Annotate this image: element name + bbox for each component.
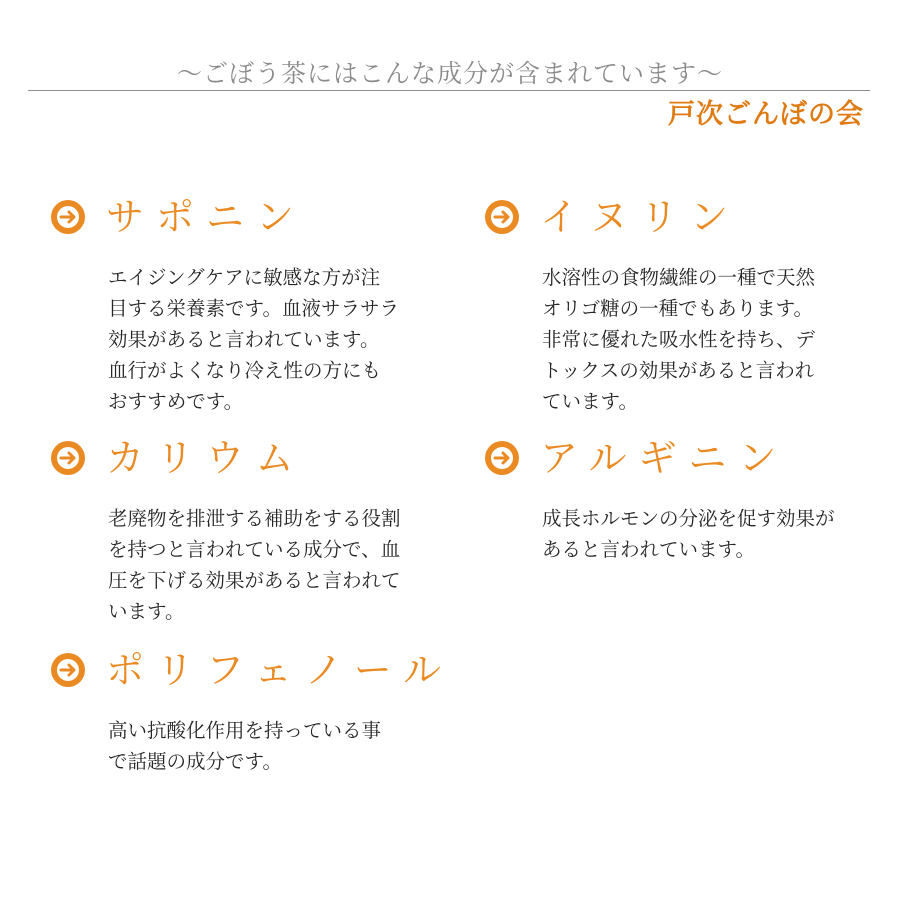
section-potassium [50,433,448,627]
section-title: イヌリン [540,195,741,239]
section-description [542,503,882,565]
description-line: を持つと言われている成分で、血 [108,538,401,561]
description-line: エイジングケアに敏感な方が注 [108,266,381,289]
description-line: います。 [108,600,185,623]
section-description [108,503,448,627]
description-line: 高い抗酸化作用を持っている事 [108,719,382,742]
description-line: トックスの効果があると言われ [542,359,815,382]
arrow-right-circle-icon [484,199,520,235]
section-inulin [484,192,882,417]
section-saponin [50,192,448,417]
description-line: 水溶性の食物繊維の一種で天然 [542,266,816,289]
page-title: 〜ごぼう茶にはこんな成分が含まれています〜 [176,59,723,88]
section-description [108,262,448,417]
section-heading [484,433,882,483]
description-line: 非常に優れた吸水性を持ち、デ [542,328,816,351]
section-description [108,715,448,777]
section-arginine [484,433,882,565]
description-line: あると言われています。 [542,538,755,561]
arrow-right-circle-icon [484,440,520,476]
arrow-right-circle-icon [50,652,86,688]
section-heading [50,192,448,242]
section-polyphenol [50,645,453,777]
description-line: 成長ホルモンの分泌を促す効果が [542,507,835,530]
description-line: 圧を下げる効果があると言われて [108,569,401,592]
description-line: で話題の成分です。 [108,750,282,773]
section-heading [484,192,882,242]
section-heading [50,645,453,695]
section-title: アルギニン [540,436,789,480]
description-line: ています。 [542,390,638,413]
description-line: おすすめです。 [108,390,244,413]
section-title: ポリフェノール [106,648,453,692]
description-line: 目する栄養素です。血液サラサラ [108,297,399,320]
description-line: 老廃物を排泄する補助をする役割 [108,507,401,530]
arrow-right-circle-icon [50,199,86,235]
brand-name: 戸次ごんぼの会 [668,99,864,130]
section-heading [50,433,448,483]
arrow-right-circle-icon [50,440,86,476]
description-line: 効果があると言われています。 [108,328,380,351]
description-line: 血行がよくなり冷え性の方にも [108,359,382,382]
header-divider [28,90,870,91]
description-line: オリゴ糖の一種でもあります。 [542,297,814,320]
section-title: サポニン [106,195,307,239]
section-description [542,262,882,417]
section-title: カリウム [106,436,306,480]
